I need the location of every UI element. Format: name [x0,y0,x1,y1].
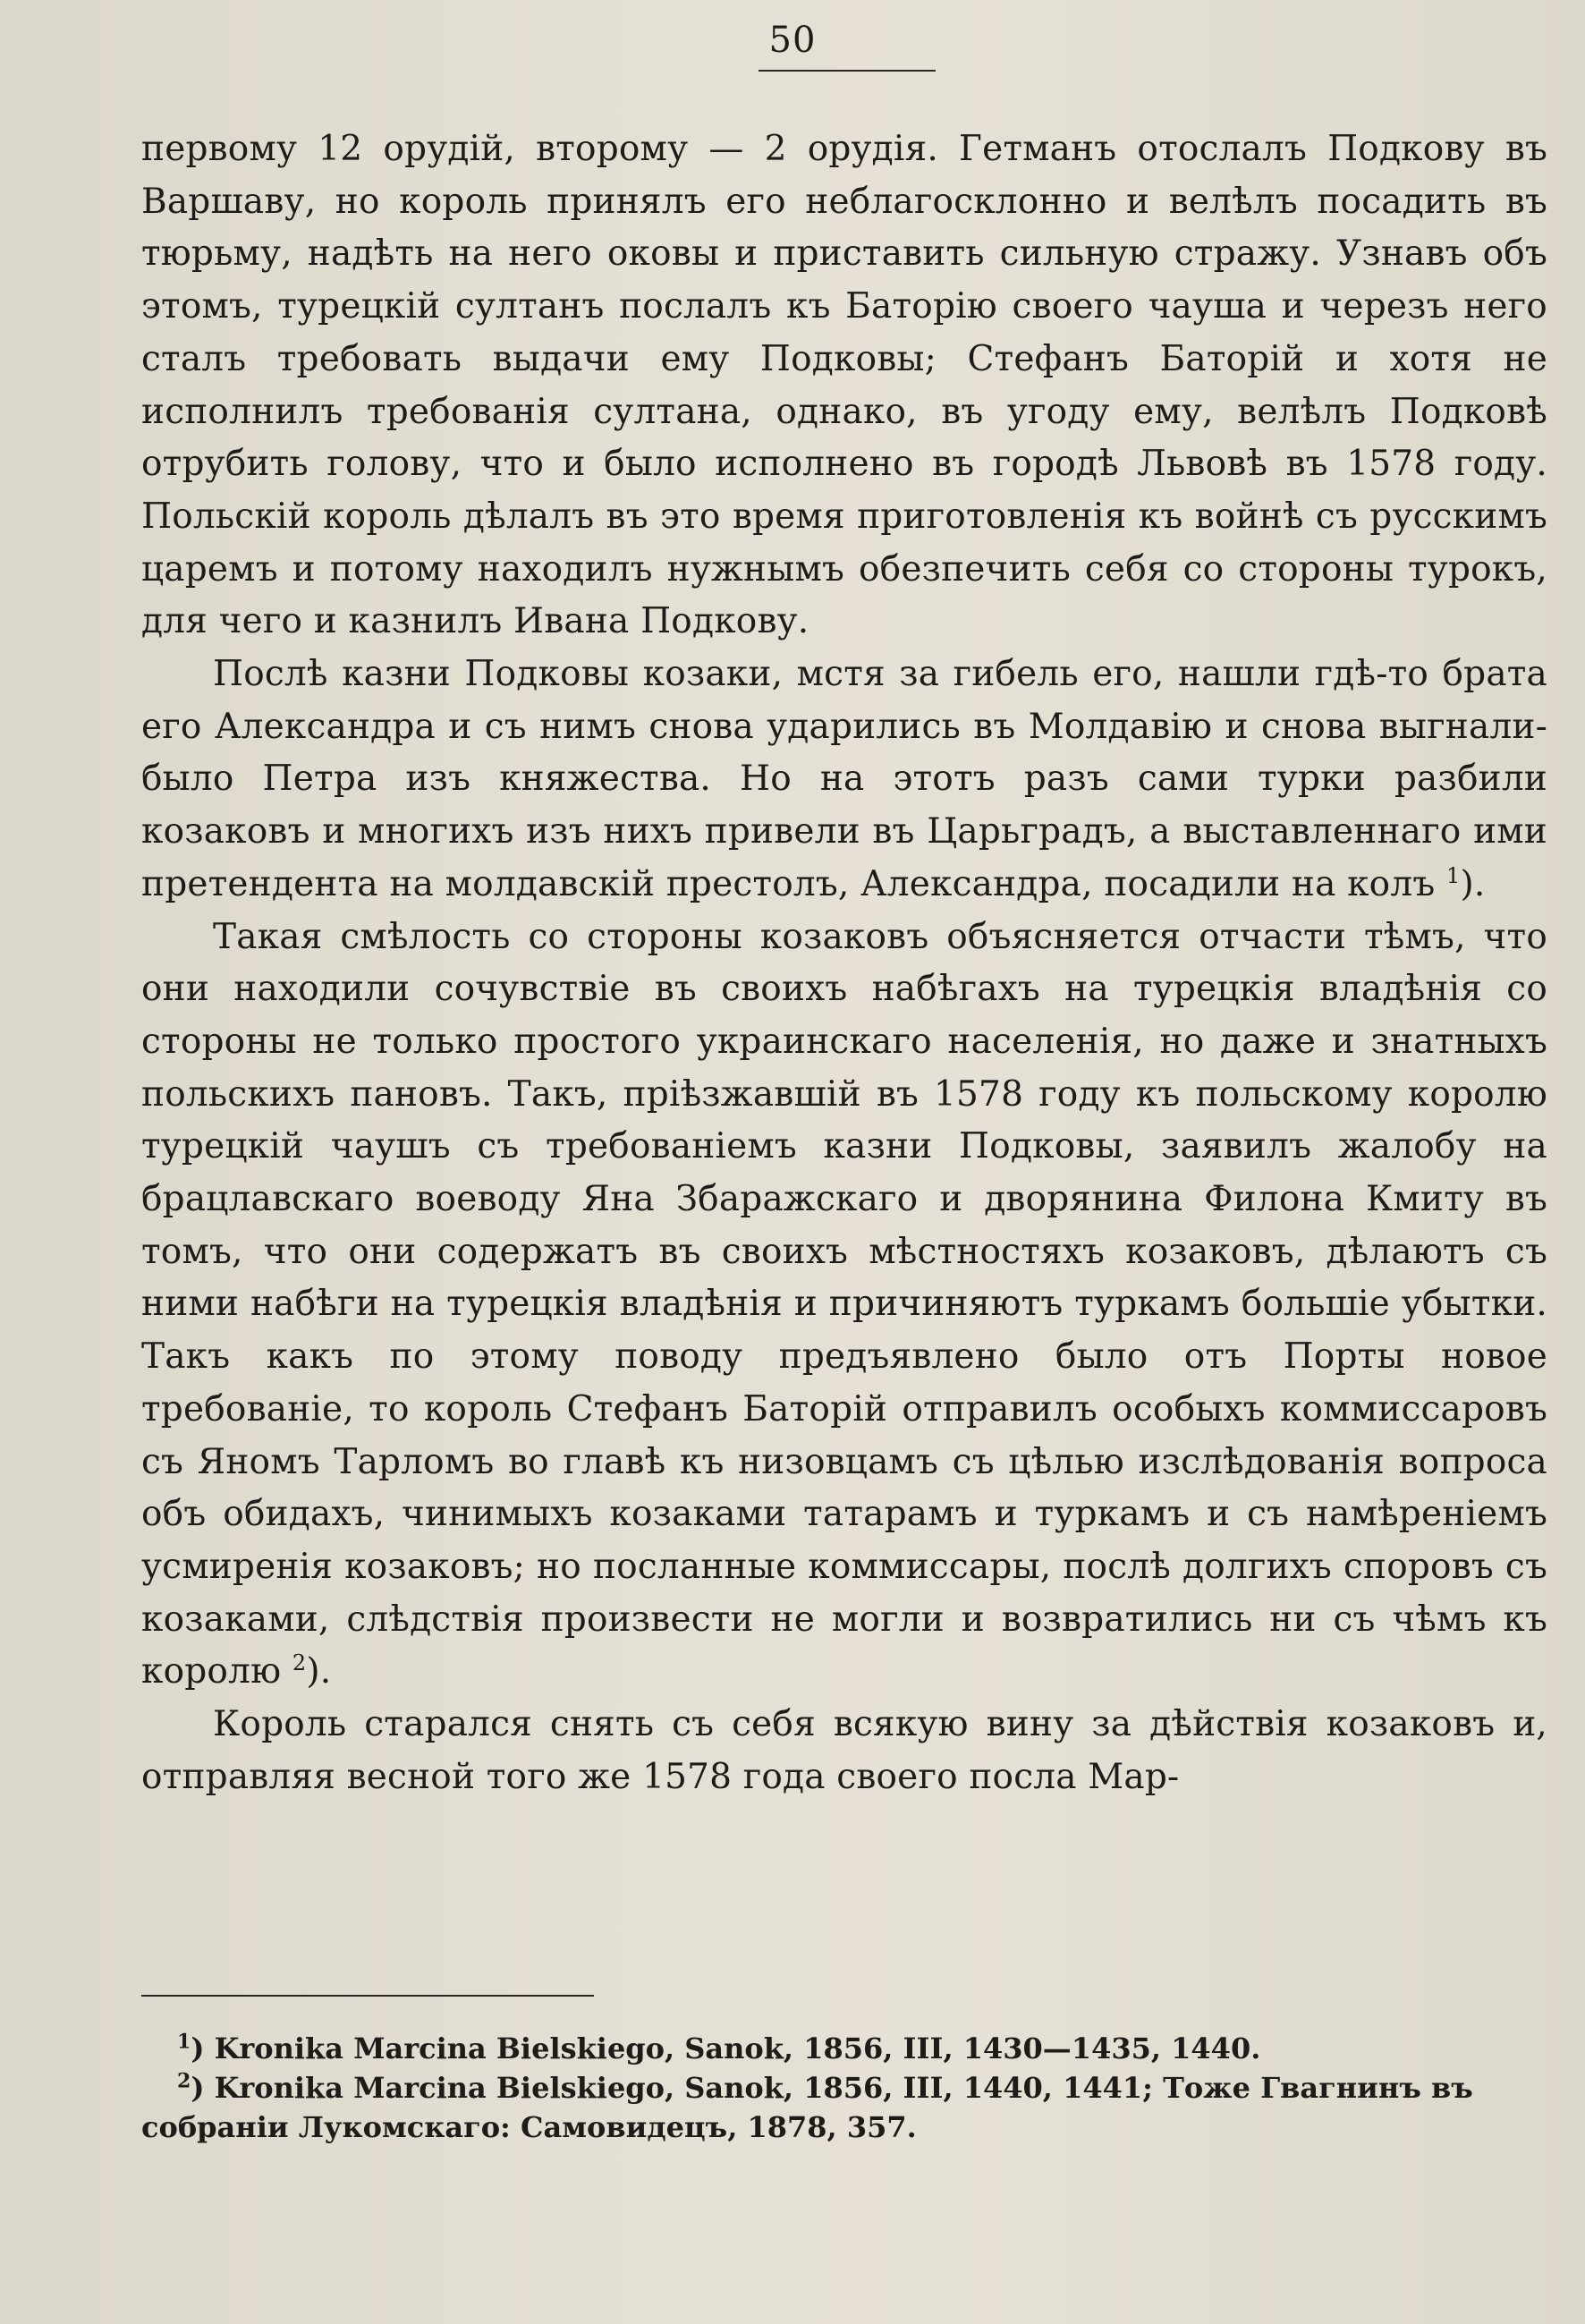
paragraph-3: Такая смѣлость со стороны козаковъ объясняется отчасти тѣмъ, что они находили сочувствіе въ своихъ набѣгахъ на турецкія владѣнія со стороны не только простого украинскаго населенія, но даже и знатныхъ польскихъ пановъ. Такъ, пріѣзжавшій въ 1578 году къ польскому королю турецкій чаушъ съ требованіемъ казни Подковы, заявилъ жалобу на брацлавскаго воеводу Яна Збаражскаго и дворянина Филона Кмиту въ томъ, что они содержатъ въ своихъ мѣстностяхъ козаковъ, дѣлаютъ съ ними набѣги на турецкія владѣнія и причиняютъ туркамъ большіе убытки. Такъ какъ по этому поводу предъявлено было отъ Порты новое требованіе, то король Стефанъ Баторій отправилъ особыхъ коммиссаровъ съ Яномъ Тарломъ во главѣ къ низовцамъ съ цѣлью изслѣдованія вопроса объ обидахъ, чинимыхъ козаками татарамъ и туркамъ и съ намѣреніемъ усмиренія козаковъ; но посланные коммиссары, послѣ долгихъ споровъ съ козаками, слѣдствія произвести не могли и возвратились ни съ чѣмъ къ королю $^2$). [141,916,1547,1692]
page-number: 50 [768,20,817,61]
footnote-mark: 2 [177,2069,191,2093]
footnote-mark: 1 [177,2030,191,2054]
footnote-ref-1[interactable]: 1 [1445,862,1461,888]
paragraph-2: Послѣ казни Подковы козаки, мстя за гибель его, нашли гдѣ-то брата его Александра и съ нимъ снова ударились въ Молдавію и снова выгнали-было Петра изъ княжества. Но на этотъ разъ сами турки разбили козаковъ и многихъ изъ нихъ привели въ Царьградъ, а выставленнаго ими претендента на молдавскій престолъ, Александра, посадили на колъ $^1$). [141,654,1547,904]
footnote-text: ) Kronika Marcina Bielskiego, Sanok, 1856, III, 1440, 1441; Тоже Гвагнинъ въ собраніи Лукомскаго: Самовидецъ, 1878, 357. [141,2071,1473,2144]
footnote-1 [141,2029,1547,2068]
footnote-2 [141,2068,1547,2147]
header-rule [759,70,936,72]
paragraph-4: Король старался снять съ себя всякую вину за дѣйствія козаковъ и, отправляя весной того же 1578 года своего посла Мар- [141,1704,1547,1797]
footnote-rule [141,1995,594,1997]
paragraph-1: первому 12 орудій, второму — 2 орудія. Гетманъ отослалъ Подкову въ Варшаву, но король принялъ его неблагосклонно и велѣлъ посадить въ тюрьму, надѣть на него оковы и приставить сильную стражу. Узнавъ объ этомъ, турецкій султанъ послалъ къ Баторію своего чауша и черезъ него сталъ требовать выдачи ему Подковы; Стефанъ Баторій и хотя не исполнилъ требованія султана, однако, въ угоду ему, велѣлъ Подковѣ отрубить голову, что и было исполнено въ городѣ Львовѣ въ 1578 году. Польскій король дѣлалъ въ это время приготовленія къ войнѣ съ русскимъ царемъ и потому находилъ нужнымъ обезпечить себя со стороны турокъ, для чего и казнилъ Ивана Подкову. [141,129,1547,642]
footnotes [141,2029,1547,2147]
footnote-text: ) Kronika Marcina Bielskiego, Sanok, 1856, III, 1430—1435, 1440. [191,2031,1261,2065]
footnote-ref-2[interactable]: 2 [292,1650,307,1676]
main-text [141,123,1547,1804]
